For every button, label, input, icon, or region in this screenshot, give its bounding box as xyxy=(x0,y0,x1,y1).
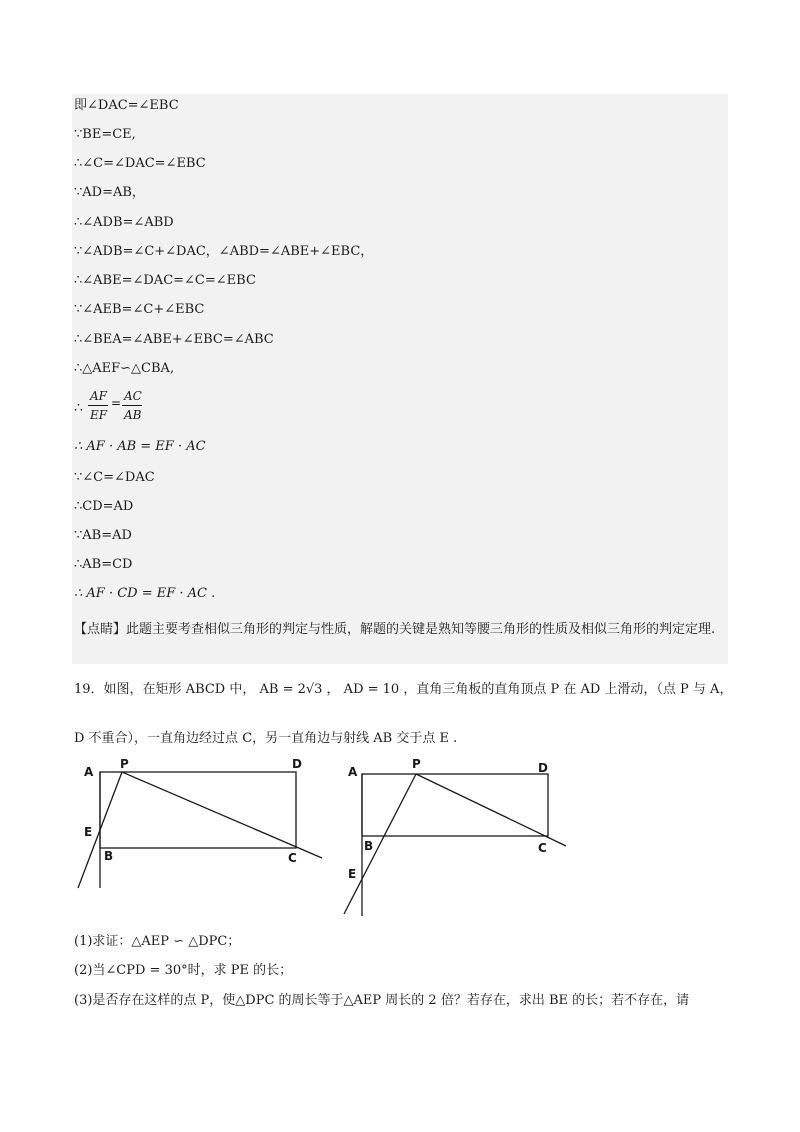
question-19-line2: D 不重合），一直角边经过点 C，另一直角边与射线 AB 交于点 E . xyxy=(74,731,458,746)
label-a: A xyxy=(84,765,94,779)
fraction-numerator: AC xyxy=(124,389,142,403)
fraction-bar xyxy=(122,405,142,406)
solution-line: 即∠DAC=∠EBC xyxy=(74,98,179,113)
solution-line: ∴ AF · CD = EF · AC . xyxy=(74,586,216,601)
rectangle-abcd xyxy=(100,772,296,848)
therefore-symbol: ∴ xyxy=(74,400,83,416)
label-b: B xyxy=(364,839,374,853)
solution-line: ∵∠C=∠DAC xyxy=(74,470,155,485)
fraction-denominator: EF xyxy=(90,408,108,422)
sub-question-2: (2)当∠CPD = 30°时，求 PE 的长； xyxy=(74,963,293,978)
question-19-line1: 19．如图，在矩形 ABCD 中， AB = 2√3 ， AD = 10 ，直角三角板的直角顶点 P 在 AD 上滑动，（点 P 与 A， xyxy=(74,682,733,697)
solution-line: ∴CD=AD xyxy=(74,499,134,514)
fraction-numerator: AF xyxy=(90,389,107,403)
solution-line: ∴ AF · AB = EF · AC xyxy=(74,439,206,454)
fraction-equation xyxy=(74,386,194,426)
line-pc xyxy=(416,774,566,846)
solution-line: ∴∠C=∠DAC=∠EBC xyxy=(74,156,206,171)
geometry-figure-1 xyxy=(74,756,334,896)
label-d: D xyxy=(292,757,302,771)
solution-block xyxy=(72,94,728,664)
label-a: A xyxy=(348,765,358,779)
solution-line: ∵∠ADB=∠C+∠DAC，∠ABD=∠ABE+∠EBC， xyxy=(74,244,374,259)
solution-line: ∴△AEF∽△CBA, xyxy=(74,361,175,376)
label-p: P xyxy=(120,757,129,771)
solution-line: ∵BE=CE, xyxy=(74,127,136,142)
fraction-denominator: AB xyxy=(124,408,142,422)
solution-line: ∴∠BEA=∠ABE+∠EBC=∠ABC xyxy=(74,332,274,347)
solution-line: ∴∠ABE=∠DAC=∠C=∠EBC xyxy=(74,273,256,288)
equals-sign: = xyxy=(111,396,122,410)
comment-note: 【点睛】此题主要考查相似三角形的判定与性质，解题的关键是熟知等腰三角形的性质及相似三角形的判定定理. xyxy=(74,622,716,637)
solution-line: ∴∠ADB=∠ABD xyxy=(74,215,174,230)
label-b: B xyxy=(104,849,114,863)
label-e: E xyxy=(84,825,93,839)
sub-question-3: (3)是否存在这样的点 P，使△DPC 的周长等于△AEP 周长的 2 倍？若存在，求出 BE 的长；若不存在，请 xyxy=(74,993,690,1008)
label-c: C xyxy=(538,841,547,855)
solution-line: ∵AD=AB， xyxy=(74,185,145,200)
solution-line: ∵∠AEB=∠C+∠EBC xyxy=(74,302,205,317)
label-c: C xyxy=(288,851,297,865)
fraction-bar xyxy=(88,405,108,406)
line-pc xyxy=(122,772,322,858)
geometry-figure-2 xyxy=(340,756,580,926)
sub-question-1: (1)求证：△AEP ∽ △DPC； xyxy=(74,934,241,949)
label-d: D xyxy=(538,761,548,775)
label-p: P xyxy=(412,757,421,771)
solution-line: ∴AB=CD xyxy=(74,557,133,572)
label-e: E xyxy=(348,867,357,881)
solution-line: ∵AB=AD xyxy=(74,528,132,543)
line-pe xyxy=(344,774,416,914)
rectangle-abcd xyxy=(362,774,548,836)
